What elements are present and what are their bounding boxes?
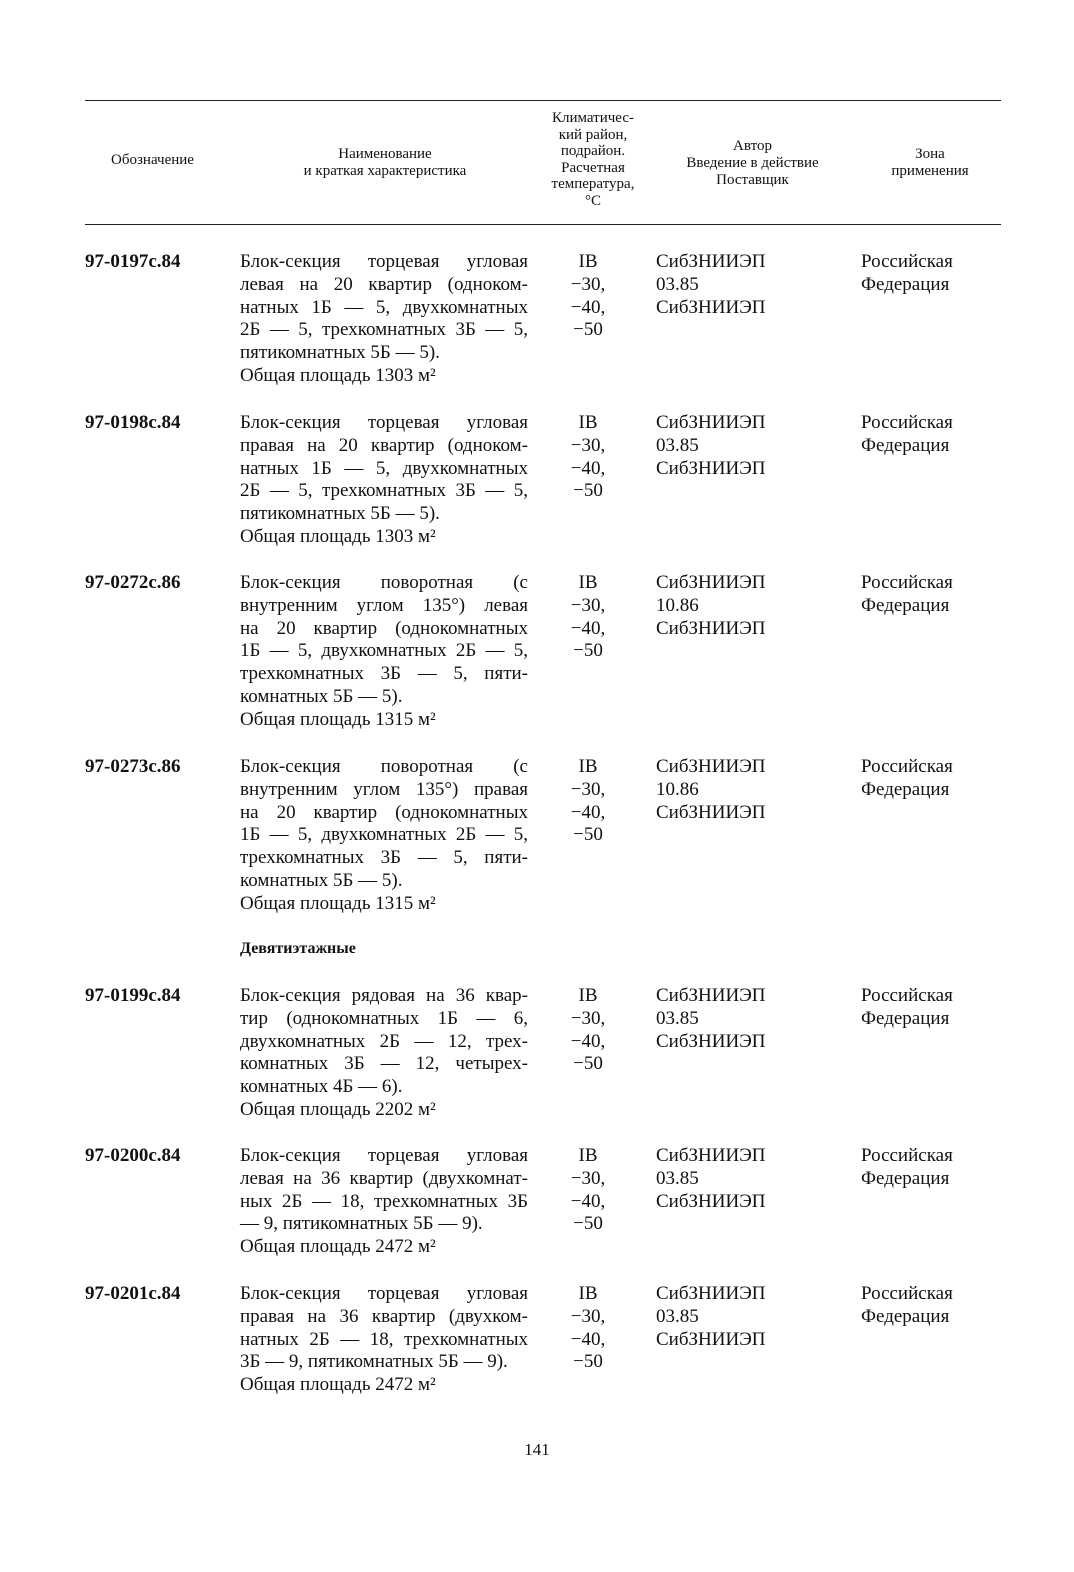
row-climate bbox=[548, 572, 628, 663]
row-climate bbox=[548, 756, 628, 847]
row-zone-line: Федерация bbox=[861, 273, 950, 295]
row-climate bbox=[548, 985, 628, 1076]
row-climate-line: −40, bbox=[570, 801, 606, 823]
description-line: 2Б — 5, трехкомнатных 3Б — 5, bbox=[240, 480, 528, 502]
row-climate-line: −30, bbox=[570, 594, 606, 616]
row-zone-line: Федерация bbox=[861, 778, 950, 800]
row-zone-line: Федерация bbox=[861, 1305, 950, 1327]
description-line: левая на 20 квартир (одноком- bbox=[240, 273, 528, 295]
row-description bbox=[240, 756, 528, 916]
row-author-line: 03.85 bbox=[656, 1305, 699, 1327]
description-line: Общая площадь 2202 м² bbox=[240, 1098, 436, 1120]
row-author-line: 03.85 bbox=[656, 434, 699, 456]
description-line: комнатных 5Б — 5). bbox=[240, 869, 403, 891]
row-climate-line: −40, bbox=[570, 617, 606, 639]
row-description bbox=[240, 1145, 528, 1259]
row-description bbox=[240, 572, 528, 732]
row-author-line: СибЗНИИЭП bbox=[656, 572, 766, 593]
row-author bbox=[656, 756, 856, 824]
row-description bbox=[240, 251, 528, 388]
description-line: Блок-секция поворотная (с bbox=[240, 756, 528, 777]
row-zone bbox=[861, 572, 1011, 618]
description-line: 1Б — 5, двухкомнатных 2Б — 5, bbox=[240, 640, 528, 662]
description-line: Общая площадь 1303 м² bbox=[240, 525, 436, 547]
table-top-rule bbox=[85, 100, 1001, 101]
row-climate-line: −40, bbox=[570, 1190, 606, 1212]
row-author-line: 03.85 bbox=[656, 273, 699, 295]
row-climate-line: −30, bbox=[570, 1007, 606, 1029]
row-zone bbox=[861, 1145, 1011, 1191]
description-line: комнатных 3Б — 12, четырех- bbox=[240, 1053, 528, 1075]
row-climate bbox=[548, 412, 628, 503]
row-author-line: СибЗНИИЭП bbox=[656, 1328, 766, 1350]
row-author-line: СибЗНИИЭП bbox=[656, 617, 766, 639]
row-zone-line: Федерация bbox=[861, 1007, 950, 1029]
description-line: Блок-секция торцевая угловая bbox=[240, 1145, 528, 1166]
row-code: 97-0273с.86 bbox=[85, 756, 181, 777]
row-author-line: СибЗНИИЭП bbox=[656, 756, 766, 777]
section-title: Девятиэтажные bbox=[240, 940, 356, 957]
row-climate-line: −50 bbox=[573, 480, 603, 502]
row-author-line: СибЗНИИЭП bbox=[656, 251, 766, 272]
row-code: 97-0201с.84 bbox=[85, 1283, 181, 1304]
row-code: 97-0198с.84 bbox=[85, 412, 181, 433]
row-zone bbox=[861, 251, 1011, 297]
description-line: Блок-секция рядовая на 36 квар- bbox=[240, 985, 528, 1006]
description-line: Общая площадь 1303 м² bbox=[240, 364, 436, 386]
row-author-line: 03.85 bbox=[656, 1007, 699, 1029]
row-author bbox=[656, 1283, 856, 1351]
description-line: Блок-секция торцевая угловая bbox=[240, 412, 528, 433]
row-climate-line: −50 bbox=[573, 1053, 603, 1075]
description-line: тир (однокомнатных 1Б — 6, bbox=[240, 1007, 528, 1029]
row-climate-line: −30, bbox=[570, 1167, 606, 1189]
description-line: правая на 36 квартир (двухком- bbox=[240, 1305, 528, 1327]
row-zone bbox=[861, 1283, 1011, 1329]
description-line: на 20 квартир (однокомнатных bbox=[240, 801, 528, 823]
row-code: 97-0197с.84 bbox=[85, 251, 181, 272]
row-author-line: СибЗНИИЭП bbox=[656, 412, 766, 433]
row-code: 97-0199с.84 bbox=[85, 985, 181, 1006]
description-line: Общая площадь 2472 м² bbox=[240, 1236, 436, 1258]
row-climate-line: IB bbox=[578, 985, 598, 1006]
row-climate-line: −30, bbox=[570, 434, 606, 456]
description-line: Общая площадь 1315 м² bbox=[240, 708, 436, 730]
row-climate-line: IB bbox=[578, 1145, 598, 1166]
row-climate-line: −50 bbox=[573, 1213, 603, 1235]
description-line: — 9, пятикомнатных 5Б — 9). bbox=[240, 1213, 483, 1235]
description-line: внутренним углом 135°) правая bbox=[240, 778, 528, 800]
row-climate-line: −30, bbox=[570, 1305, 606, 1327]
row-author bbox=[656, 572, 856, 640]
row-climate-line: IB bbox=[578, 1283, 598, 1304]
row-climate-line: −40, bbox=[570, 296, 606, 318]
row-description bbox=[240, 412, 528, 549]
description-line: пятикомнатных 5Б — 5). bbox=[240, 503, 440, 525]
row-climate bbox=[548, 1283, 628, 1374]
header-name: Наименование и краткая характеристика bbox=[303, 146, 467, 179]
row-climate bbox=[548, 1145, 628, 1236]
row-climate-line: −50 bbox=[573, 640, 603, 662]
description-line: внутренним углом 135°) левая bbox=[240, 594, 528, 616]
header-climate: Климатичес- кий район, подрайон. Расчетная температура, °С bbox=[551, 110, 635, 209]
row-climate-line: −30, bbox=[570, 778, 606, 800]
row-author bbox=[656, 985, 856, 1053]
row-author-line: СибЗНИИЭП bbox=[656, 457, 766, 479]
row-author-line: СибЗНИИЭП bbox=[656, 985, 766, 1006]
description-line: 2Б — 5, трехкомнатных 3Б — 5, bbox=[240, 319, 528, 341]
description-line: Блок-секция торцевая угловая bbox=[240, 1283, 528, 1304]
row-zone-line: Федерация bbox=[861, 1167, 950, 1189]
row-author-line: 10.86 bbox=[656, 594, 699, 616]
description-line: 1Б — 5, двухкомнатных 2Б — 5, bbox=[240, 824, 528, 846]
row-author-line: 10.86 bbox=[656, 778, 699, 800]
row-author-line: СибЗНИИЭП bbox=[656, 1145, 766, 1166]
row-description bbox=[240, 985, 528, 1122]
row-climate-line: −40, bbox=[570, 1328, 606, 1350]
row-climate-line: IB bbox=[578, 412, 598, 433]
description-line: 3Б — 9, пятикомнатных 5Б — 9). bbox=[240, 1351, 508, 1373]
row-climate-line: −40, bbox=[570, 457, 606, 479]
row-author-line: СибЗНИИЭП bbox=[656, 296, 766, 318]
description-line: Общая площадь 1315 м² bbox=[240, 892, 436, 914]
row-climate-line: −30, bbox=[570, 273, 606, 295]
description-line: комнатных 5Б — 5). bbox=[240, 685, 403, 707]
row-zone-line: Федерация bbox=[861, 434, 950, 456]
description-line: трехкомнатных 3Б — 5, пяти- bbox=[240, 663, 528, 685]
row-zone-line: Федерация bbox=[861, 594, 950, 616]
row-zone-line: Российская bbox=[861, 985, 953, 1006]
description-line: на 20 квартир (однокомнатных bbox=[240, 617, 528, 639]
row-author-line: СибЗНИИЭП bbox=[656, 1190, 766, 1212]
row-zone bbox=[861, 756, 1011, 802]
row-zone bbox=[861, 412, 1011, 458]
description-line: Блок-секция поворотная (с bbox=[240, 572, 528, 593]
row-author-line: СибЗНИИЭП bbox=[656, 1030, 766, 1052]
row-code: 97-0272с.86 bbox=[85, 572, 181, 593]
description-line: трехкомнатных 3Б — 5, пяти- bbox=[240, 847, 528, 869]
row-climate-line: −40, bbox=[570, 1030, 606, 1052]
description-line: левая на 36 квартир (двухкомнат- bbox=[240, 1167, 528, 1189]
row-author bbox=[656, 251, 856, 319]
row-zone-line: Российская bbox=[861, 251, 953, 272]
row-climate bbox=[548, 251, 628, 342]
row-zone-line: Российская bbox=[861, 756, 953, 777]
description-line: правая на 20 квартир (одноком- bbox=[240, 434, 528, 456]
row-zone-line: Российская bbox=[861, 412, 953, 433]
row-author-line: 03.85 bbox=[656, 1167, 699, 1189]
row-zone bbox=[861, 985, 1011, 1031]
description-line: натных 1Б — 5, двухкомнатных bbox=[240, 457, 528, 479]
header-code: Обозначение bbox=[111, 152, 194, 168]
description-line: натных 1Б — 5, двухкомнатных bbox=[240, 296, 528, 318]
row-climate-line: −50 bbox=[573, 1351, 603, 1373]
row-author bbox=[656, 1145, 856, 1213]
page-number: 141 bbox=[524, 1440, 550, 1459]
description-line: Общая площадь 2472 м² bbox=[240, 1374, 436, 1396]
description-line: комнатных 4Б — 6). bbox=[240, 1076, 403, 1098]
description-line: ных 2Б — 18, трехкомнатных 3Б bbox=[240, 1190, 528, 1212]
row-code: 97-0200с.84 bbox=[85, 1145, 181, 1166]
table-header-rule bbox=[85, 224, 1001, 225]
row-climate-line: IB bbox=[578, 572, 598, 593]
description-line: Блок-секция торцевая угловая bbox=[240, 251, 528, 272]
row-author bbox=[656, 412, 856, 480]
row-zone-line: Российская bbox=[861, 1283, 953, 1304]
header-zone: Зона применения bbox=[891, 146, 969, 179]
row-climate-line: IB bbox=[578, 251, 598, 272]
row-zone-line: Российская bbox=[861, 1145, 953, 1166]
row-author-line: СибЗНИИЭП bbox=[656, 801, 766, 823]
description-line: двухкомнатных 2Б — 12, трех- bbox=[240, 1030, 528, 1052]
row-description bbox=[240, 1283, 528, 1397]
description-line: пятикомнатных 5Б — 5). bbox=[240, 342, 440, 364]
row-climate-line: −50 bbox=[573, 319, 603, 341]
row-climate-line: IB bbox=[578, 756, 598, 777]
description-line: натных 2Б — 18, трехкомнатных bbox=[240, 1328, 528, 1350]
row-zone-line: Российская bbox=[861, 572, 953, 593]
row-author-line: СибЗНИИЭП bbox=[656, 1283, 766, 1304]
header-author: Автор Введение в действие Поставщик bbox=[686, 138, 819, 188]
row-climate-line: −50 bbox=[573, 824, 603, 846]
